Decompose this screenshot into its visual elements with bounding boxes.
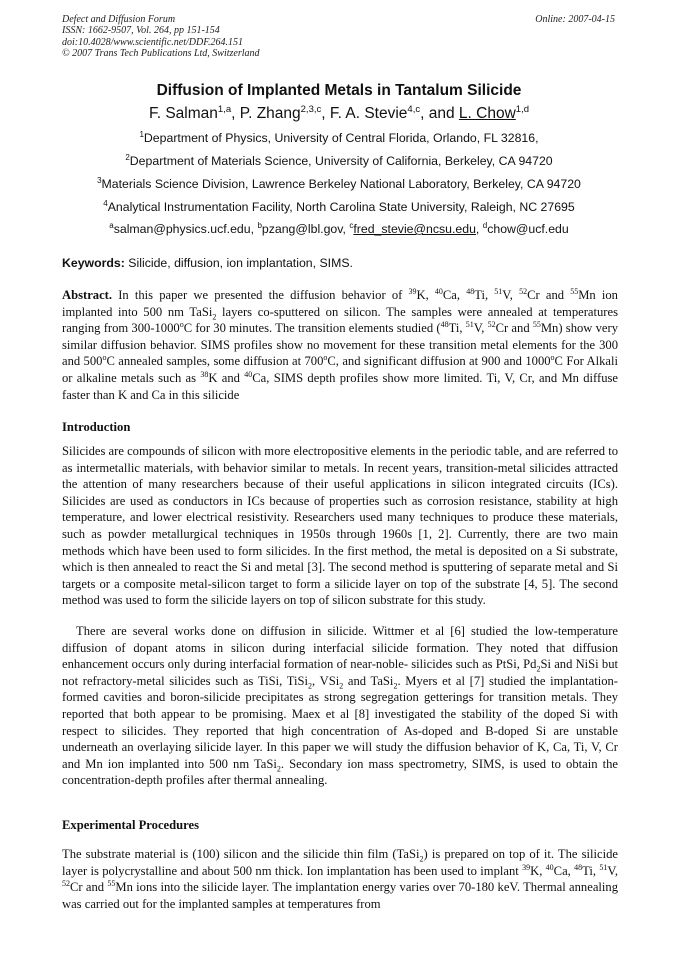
keywords: [62, 256, 353, 270]
email-link[interactable]: fred_stevie@ncsu.edu: [353, 222, 476, 237]
affiliation-1: [0, 130, 678, 145]
affiliation-text: Department of Materials Science, University of California, Berkeley, CA 94720: [129, 154, 553, 169]
author-list: F. Salman$^{1,a}$, P. Zhang$^{2,3,c}$, F. A. Stevie$^{4,c}$, and L. Chow$^{1,d}$: [148, 104, 530, 123]
section-heading-introduction: Introduction: [62, 420, 131, 434]
experimental-paragraph-1: The substrate material is (100) silicon and the silicide thin film (TaSi$_2$) is prepared on top of it. The silicide layer is polycrystalline and about 500 nm thick. Ion implantation has been used to implant $^{39}$K, $^{40}$Ca, $^{48}$Ti, $^{51}$V, $^{52}$Cr and $^{55}$Mn ions into the silicide layer. The implantation energy varies over 70-180 keV. Thermal annealing was carried out for the implanted samples at temperatures from: [62, 847, 618, 911]
affiliation-4: [0, 199, 678, 214]
abstract-label: Abstract.: [62, 288, 113, 302]
email-link[interactable]: salman@physics.ucf.edu: [113, 222, 251, 237]
abstract-text: In this paper we presented the diffusion behavior of $^{39}$K, $^{40}$Ca, $^{48}$Ti, $^{51}$V, $^{52}$Cr and $^{55}$Mn ion implanted into 500 nm TaSi$_2$ layers co-sputtered on silicon. The samples were annealed at temperatures ranging from 300-1000$^o$C for 30 minutes. The transition elements studied ($^{48}$Ti, $^{51}$V, $^{52}$Cr and $^{55}$Mn) show very similar diffusion behavior. SIMS profiles show no movement for these transition metal elements for the 300 and 500$^o$C annealed samples, some diffusion at 700$^o$C, and significant diffusion at 900 and 1000$^o$C For Alkali or alkaline metals such as $^{38}$K and $^{40}$Ca, SIMS depth profiles show more limited. Ti, V, Cr, and Mn diffuse faster than K and Ca in this silicide: [62, 286, 619, 402]
email-sup: b: [257, 221, 262, 230]
email-link[interactable]: chow@ucf.edu: [487, 222, 569, 237]
affiliation-number: 2: [125, 153, 130, 162]
affiliation-number: 4: [103, 199, 108, 208]
abstract: [62, 287, 618, 403]
intro-paragraph-2: There are several works done on diffusion in silicide. Wittmer et al [6] studied the low-temperature diffusion of dopant atoms in silicon during interfacial silicide formation. They noted that diffusion enhancement occurs only during interfacial formation of near-noble- silicides such as PtSi, $Pd_2Si$ and NiSi but not refractory-metal silicides such as TiSi, TiSi$_2$, VSi$_2$ and TaSi$_2$. Myers et al [7] studied the implantation-formed cavities and boron-silicide precipitates as strong segregation getterings for transition metals. They reported that both appear to be promising. Maex et al [8] investigated the stability of the doped Si with respect to silicides. They reported that high concentration of As-doped and B-doped Si are unstable underneath an overlaying silicide layer. In this paper we will study the diffusion behavior of K, Ca, Ti, V, Cr and Mn ion implanted into 500 nm TaSi$_2$. Secondary ion mass spectrometry, SIMS, is used to obtain the concentration-depth profiles after thermal annealing.: [62, 624, 618, 788]
author-name: F. Salman: [148, 105, 218, 123]
email-sup: a: [109, 221, 114, 230]
affiliation-text: Analytical Instrumentation Facility, North Carolina State University, Raleigh, NC 27695: [107, 200, 575, 215]
email-link[interactable]: pzang@lbl.gov: [261, 222, 343, 237]
affiliation-number: 3: [97, 176, 102, 185]
keywords-text: Silicide, diffusion, ion implantation, SIMS.: [128, 256, 353, 270]
author-and: and: [428, 105, 455, 123]
paper-title: Diffusion of Implanted Metals in Tantalum Silicide: [156, 82, 522, 99]
affiliation-2: [0, 153, 678, 168]
copyright-line: © 2007 Trans Tech Publications Ltd, Switzerland: [62, 48, 260, 60]
online-date: Online: 2007-04-15: [535, 14, 615, 25]
doi-line: doi:10.4028/www.scientific.net/DDF.264.151: [62, 36, 244, 48]
affiliation-3: [0, 176, 678, 191]
email-sup: d: [482, 221, 488, 230]
email-sup: c: [349, 221, 354, 230]
author-sup: 2,3,c: [300, 104, 322, 115]
email-list: $^a$salman@physics.ucf.edu, $^b$pzang@lbl.gov, $^c$fred_stevie@ncsu.edu, $^d$chow@ucf.edu: [109, 221, 569, 237]
author-sup: 1,d: [515, 104, 530, 115]
author-name: P. Zhang: [239, 105, 301, 123]
author-name-link[interactable]: L. Chow: [458, 105, 516, 123]
keywords-label: Keywords:: [62, 256, 125, 270]
journal-info: [62, 14, 260, 60]
author-sup: 4,c: [407, 104, 421, 115]
author-sup: 1,a: [217, 104, 232, 115]
section-heading-experimental: Experimental Procedures: [62, 818, 199, 832]
affiliation-number: 1: [139, 130, 144, 139]
affiliation-text: Department of Physics, University of Central Florida, Orlando, FL 32816,: [143, 131, 539, 146]
journal-name: Defect and Diffusion Forum: [62, 14, 176, 25]
author-name: F. A. Stevie: [329, 105, 408, 123]
affiliation-text: Materials Science Division, Lawrence Berkeley National Laboratory, Berkeley, CA 94720: [101, 177, 581, 192]
intro-paragraph-1: Silicides are compounds of silicon with more electropositive elements in the periodic table, and are referred to as intermetallic materials, with behavior similar to metals. In recent years, transition-metal silicides attracted the attention of many researchers because of their useful applications in silicon integrated circuits (ICs). Silicides are used as conductors in ICs because of properties such as corrosion resistance, stability at high temperature, and lower electrical resistivity. Researchers used many techniques to produce these materials, such as powder metallurgical techniques in 1950s through 1960s [1, 2]. Currently, there are two main methods which have been used to form silicides. In the first method, the metal is deposited on a Si substrate, which is then annealed to react the Si and metal [3]. The second method is sputtering of separate metal and Si targets or a composite metal-silicon target to form a silicide layer on top of the substrate [4, 5]. The second method was used to form the silicide layers on top of silicon substrate for this study.: [62, 444, 618, 608]
issn-line: ISSN: 1662-9507, Vol. 264, pp 151-154: [62, 25, 220, 37]
